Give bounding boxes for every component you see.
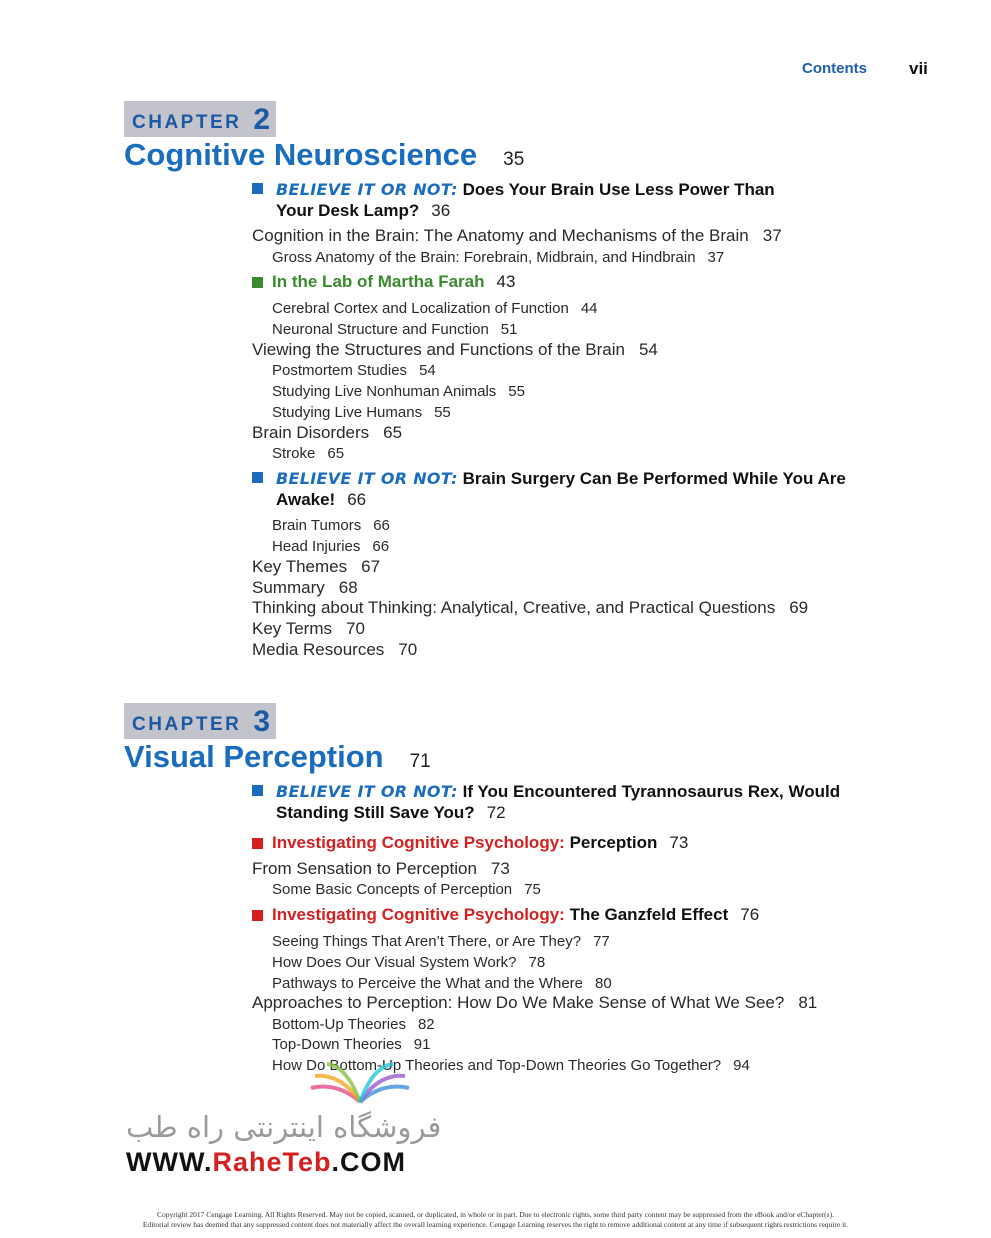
toc-subentry[interactable]: Studying Live Nonhuman Animals 55 [272,383,525,400]
toc-subentry[interactable]: Bottom-Up Theories 82 [272,1016,435,1033]
entry-page: 68 [338,578,358,597]
toc-subentry[interactable]: Postmortem Studies 54 [272,362,436,379]
toc-subentry[interactable]: How Do Bottom-Up Theories and Top-Down Theories Go Together? 94 [272,1057,750,1074]
toc-entry[interactable]: Cognition in the Brain: The Anatomy and Mechanisms of the Brain 37 [252,226,782,245]
toc-entry[interactable]: Key Terms 70 [252,619,365,638]
chapter-title-page: 35 [503,149,525,170]
entry-page: 70 [346,619,365,638]
chapter-word: CHAPTER [132,714,242,735]
entry-page: 73 [669,833,689,852]
chapter-2-title [124,137,524,173]
entry-page: 54 [638,340,658,359]
entry-page: 82 [417,1016,435,1033]
entry-page: 69 [789,598,809,617]
chapter-title-text: Visual Perception [124,739,384,774]
chapter-word: CHAPTER [132,112,242,133]
toc-subentry[interactable]: Neuronal Structure and Function 51 [272,321,518,338]
entry-page: 43 [496,272,516,291]
believe-title-line1: Does Your Brain Use Less Power Than [462,180,775,199]
entry-page: 80 [595,975,612,992]
entry-page: 91 [413,1036,431,1053]
toc-entry[interactable]: Brain Disorders 65 [252,423,403,442]
entry-page: 65 [327,445,345,462]
running-header-section: Contents [802,60,867,77]
entry-page: 73 [490,859,510,878]
page-number: vii [909,59,928,78]
toc-entry[interactable]: Summary 68 [252,578,358,597]
entry-page: 75 [524,881,541,898]
square-bullet-icon [252,472,263,483]
entry-page: 44 [580,300,598,317]
square-bullet-icon [252,910,263,921]
believe-title-line1: If You Encountered Tyrannosaurus Rex, Would [462,782,841,801]
chapter-title-text: Cognitive Neuroscience [124,137,478,172]
entry-page: 55 [434,404,451,421]
entry-page: 55 [508,383,525,400]
toc-subentry[interactable]: Gross Anatomy of the Brain: Forebrain, Midbrain, and Hindbrain 37 [272,249,725,266]
entry-page: 94 [733,1057,750,1074]
chapter-3-title [124,739,431,775]
chapter-title-page: 71 [409,751,431,772]
entry-page: 66 [347,490,367,509]
toc-subentry[interactable]: Studying Live Humans 55 [272,404,451,421]
entry-page: 37 [707,249,725,266]
believe-tag: BELIEVE IT OR NOT: [276,469,458,488]
entry-page: 37 [762,226,782,245]
entry-page: 66 [373,517,390,534]
toc-subentry[interactable]: Cerebral Cortex and Localization of Function 44 [272,300,598,317]
toc-subentry[interactable]: Top-Down Theories 91 [272,1036,431,1053]
believe-it-or-not-box-1 [276,179,775,221]
entry-page: 36 [431,201,451,220]
believe-title-line2: Your Desk Lamp? [276,201,420,220]
entry-page: 66 [372,538,390,555]
believe-title-line1: Brain Surgery Can Be Performed While You Are [462,469,846,488]
believe-title-line2: Standing Still Save You? [276,803,475,822]
square-bullet-icon [252,785,263,796]
toc-entry[interactable]: Media Resources 70 [252,640,418,659]
toc-subentry[interactable]: Seeing Things That Aren’t There, or Are They? 77 [272,933,610,950]
toc-subentry[interactable]: How Does Our Visual System Work? 78 [272,954,546,971]
believe-title-line2: Awake! [276,490,336,509]
chapter-number: 3 [253,705,270,738]
toc-entry[interactable]: From Sensation to Perception 73 [252,859,510,878]
square-bullet-icon [252,838,263,849]
watermark-persian-text: فروشگاه اینترنتی راه طب [126,1110,442,1144]
square-bullet-icon [252,277,263,288]
investigating-entry[interactable]: Investigating Cognitive Psychology: The Ganzfeld Effect 76 [272,905,760,924]
entry-page: 78 [528,954,546,971]
chapter-number: 2 [253,103,270,136]
chapter-3-tag [124,703,276,739]
toc-subentry[interactable]: Some Basic Concepts of Perception 75 [272,881,541,898]
toc-entry[interactable]: Thinking about Thinking: Analytical, Creative, and Practical Questions 69 [252,598,809,617]
entry-page: 72 [486,803,506,822]
toc-entry[interactable]: Key Themes 67 [252,557,381,576]
entry-page: 65 [383,423,403,442]
square-bullet-icon [252,183,263,194]
book-logo-icon [305,1058,415,1106]
entry-page: 67 [361,557,381,576]
toc-subentry[interactable]: Brain Tumors 66 [272,517,390,534]
entry-page: 81 [798,993,818,1012]
believe-it-or-not-box-2 [276,468,846,510]
entry-page: 54 [419,362,436,379]
believe-tag: BELIEVE IT OR NOT: [276,180,458,199]
watermark-url: WWW.RaheTeb.COM [126,1147,406,1177]
believe-it-or-not-box-3 [276,781,840,823]
entry-page: 77 [593,933,610,950]
chapter-2-tag [124,101,276,137]
entry-page: 70 [398,640,418,659]
copyright-notice: Copyright 2017 Cengage Learning. All Rights Reserved. May not be copied, scanned, or duplicated, in whole or in part. Due to electronic rights, some third party content may be suppressed from the eBook and/or eChapter(s). Editorial review has deemed that any suppressed content does not materially affect the overall learning experience. Cengage Learning reserves the right to remove additional content at any time if subsequent rights restrictions require it. [142,1210,849,1229]
entry-page: 76 [740,905,760,924]
believe-tag: BELIEVE IT OR NOT: [276,782,458,801]
toc-subentry[interactable]: Stroke 65 [272,445,345,462]
toc-entry[interactable]: Approaches to Perception: How Do We Make Sense of What We See? 81 [252,993,818,1012]
in-the-lab-entry[interactable]: In the Lab of Martha Farah 43 [272,272,516,291]
investigating-entry[interactable]: Investigating Cognitive Psychology: Perception 73 [272,833,689,852]
toc-subentry[interactable]: Pathways to Perceive the What and the Where 80 [272,975,612,992]
entry-page: 51 [500,321,518,338]
toc-subentry[interactable]: Head Injuries 66 [272,538,390,555]
toc-entry[interactable]: Viewing the Structures and Functions of the Brain 54 [252,340,658,359]
